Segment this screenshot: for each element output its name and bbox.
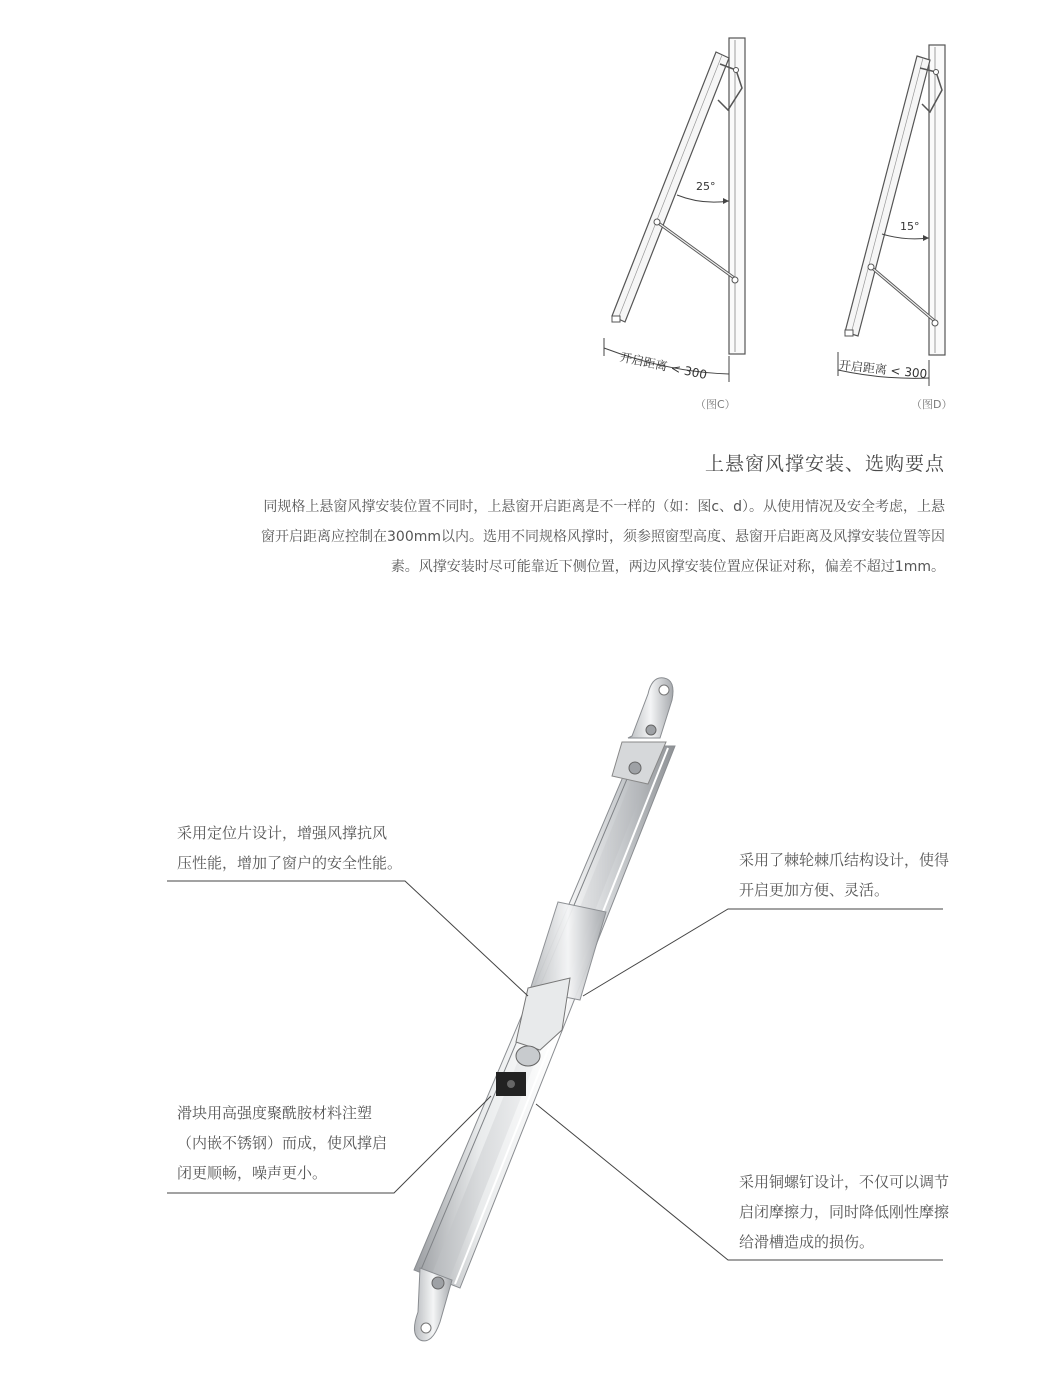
callout-line: 滑块用高强度聚酰胺材料注塑 xyxy=(177,1104,373,1122)
callout-copper-screw xyxy=(739,1167,949,1257)
section-paragraph xyxy=(165,492,945,582)
window-sash xyxy=(845,56,930,336)
diagram-c-distance-label: 开启距离 < 300 xyxy=(618,349,709,383)
callout-line: 采用铜螺钉设计，不仅可以调节 xyxy=(739,1173,950,1191)
diagram-d-distance-label: 开启距离 < 300 xyxy=(838,357,928,382)
diagram-d-caption: （图D） xyxy=(911,398,953,411)
callout-line: 启闭摩擦力，同时降低刚性摩擦 xyxy=(739,1203,950,1221)
paragraph-line: 素。风撑安装时尽可能靠近下侧位置，两边风撑安装位置应保证对称，偏差不超过1mm。 xyxy=(390,559,945,575)
paragraph-line: 窗开启距离应控制在300mm以内。选用不同规格风撑时，须参照窗型高度、悬窗开启距离及风撑安装位置等因 xyxy=(261,529,945,545)
friction-stay-product xyxy=(414,678,675,1341)
callout-slider xyxy=(177,1098,387,1188)
section-heading: 上悬窗风撑安装、选购要点 xyxy=(704,453,945,475)
diagram-c-angle-label: 25° xyxy=(696,180,716,193)
ratchet-slider xyxy=(516,978,570,1050)
callout-line: （内嵌不锈钢）而成，使风撑启 xyxy=(177,1134,388,1152)
wall-frame xyxy=(929,45,945,355)
diagram-c xyxy=(604,38,745,382)
callout-line: 开启更加方便、灵活。 xyxy=(739,881,890,899)
callout-line: 闭更顺畅，噪声更小。 xyxy=(177,1164,328,1182)
callout-line: 给滑槽造成的损伤。 xyxy=(739,1233,875,1251)
callout-line: 采用了棘轮棘爪结构设计，使得 xyxy=(739,851,950,869)
diagram-d-angle-label: 15° xyxy=(900,220,920,233)
callout-line: 压性能，增加了窗户的安全性能。 xyxy=(177,854,403,872)
callout-line: 采用定位片设计，增强风撑抗风 xyxy=(177,824,388,842)
wall-frame xyxy=(729,38,745,354)
diagram-c-caption: （图C） xyxy=(695,398,736,411)
paragraph-line: 同规格上悬窗风撑安装位置不同时，上悬窗开启距离是不一样的（如：图c、d）。从使用情况及安全考虑，上悬 xyxy=(263,499,945,515)
callout-ratchet xyxy=(739,845,949,905)
callout-positioning-plate xyxy=(177,818,402,878)
diagram-d xyxy=(838,45,945,386)
